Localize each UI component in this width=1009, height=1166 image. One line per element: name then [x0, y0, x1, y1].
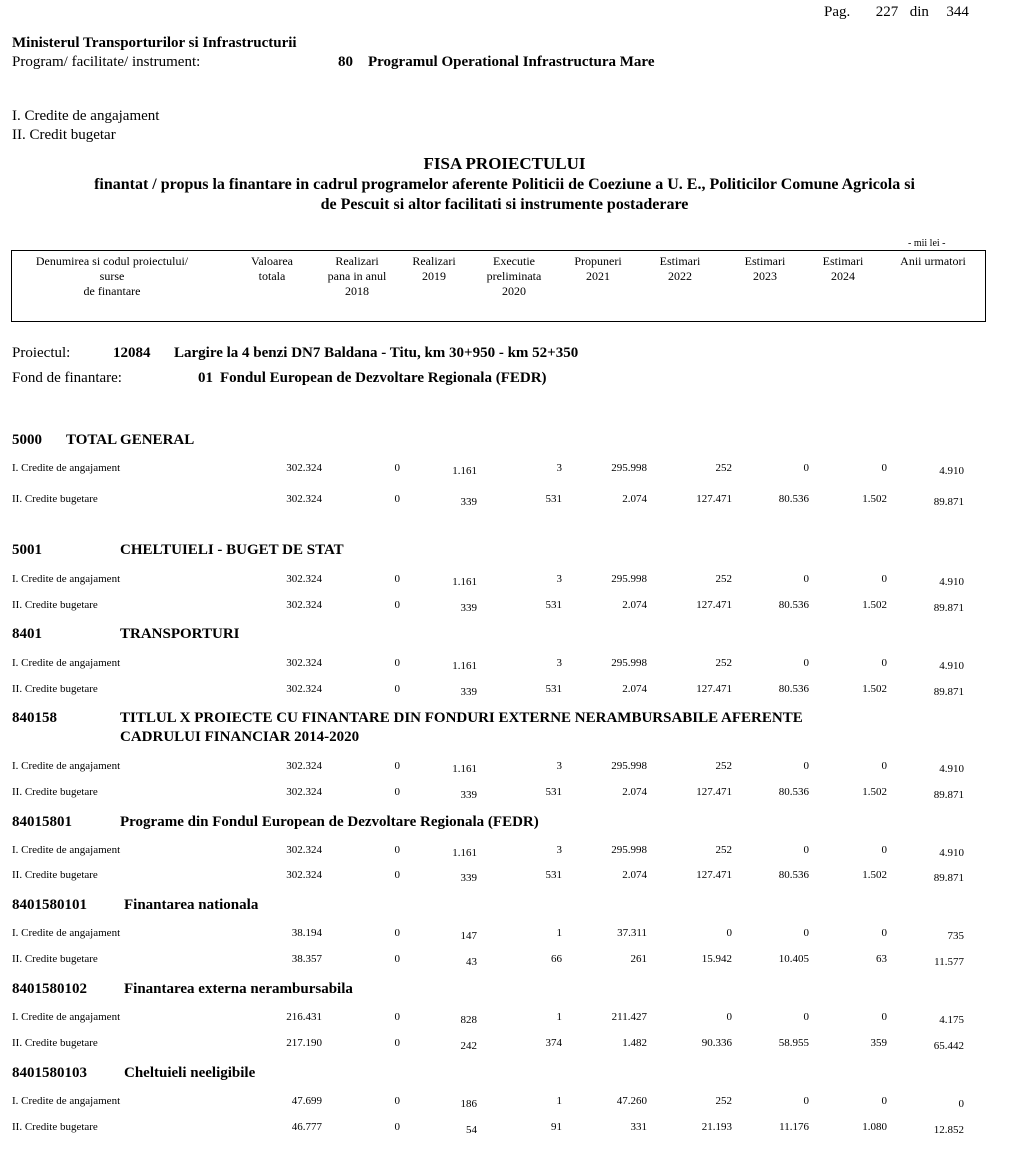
section-code: 8401580103	[12, 1065, 87, 1081]
cell-bugetare: 11.176	[779, 1121, 809, 1133]
cell-bugetare: 1.080	[862, 1121, 887, 1133]
document-title: FISA PROIECTULUI	[423, 154, 586, 173]
cell-angajament: 4.910	[939, 763, 964, 775]
column-header-box	[11, 250, 986, 322]
cell-bugetare: 0	[394, 599, 400, 611]
row-label-angajament: I. Credite de angajament	[12, 927, 121, 939]
cell-angajament: 0	[881, 573, 887, 585]
program-name: Programul Operational Infrastructura Mare	[368, 54, 655, 70]
cell-bugetare: 91	[551, 1121, 562, 1133]
column-header-line: Realizari	[412, 254, 456, 268]
cell-angajament: 0	[394, 462, 400, 474]
cell-angajament: 0	[881, 1095, 887, 1107]
row-label-bugetare: II. Credite bugetare	[12, 869, 98, 881]
column-header-2018	[317, 254, 397, 299]
cell-bugetare: 89.871	[933, 686, 964, 698]
cell-bugetare: 0	[394, 493, 400, 505]
cell-bugetare: 65.442	[933, 1040, 964, 1052]
program-code: 80	[338, 54, 353, 70]
cell-bugetare: 38.357	[291, 953, 322, 965]
cell-bugetare: 302.324	[286, 683, 322, 695]
cell-bugetare: 1.502	[862, 683, 887, 695]
cell-bugetare: 339	[460, 602, 477, 614]
cell-angajament: 0	[803, 1011, 809, 1023]
column-header-line: Estimari	[744, 254, 786, 268]
row-label-angajament: I. Credite de angajament	[12, 760, 121, 772]
cell-bugetare: 374	[545, 1037, 562, 1049]
section-title: TRANSPORTURI	[120, 626, 240, 642]
cell-bugetare: 1.502	[862, 786, 887, 798]
column-header-line: Estimari	[822, 254, 864, 268]
column-header-line: 2019	[422, 269, 446, 283]
cell-angajament: 252	[715, 844, 732, 856]
section-code: 8401580102	[12, 981, 87, 997]
cell-bugetare: 80.536	[778, 599, 809, 611]
cell-angajament: 0	[394, 573, 400, 585]
cell-angajament: 0	[726, 1011, 732, 1023]
cell-angajament: 1	[556, 927, 562, 939]
column-header-line: 2020	[502, 284, 526, 298]
cell-bugetare: 339	[460, 496, 477, 508]
row-label-angajament: I. Credite de angajament	[12, 462, 121, 474]
cell-angajament: 0	[394, 844, 400, 856]
cell-angajament: 0	[394, 657, 400, 669]
cell-angajament: 828	[460, 1014, 477, 1026]
cell-angajament: 735	[947, 930, 964, 942]
page-number	[824, 4, 969, 21]
column-header-2021	[565, 254, 631, 284]
column-header-2019	[404, 254, 464, 284]
cell-angajament: 302.324	[286, 657, 322, 669]
column-header-line: Anii urmatori	[900, 254, 966, 268]
section-title: TOTAL GENERAL	[66, 432, 195, 448]
cell-angajament: 1	[556, 1095, 562, 1107]
cell-bugetare: 21.193	[701, 1121, 732, 1133]
column-header-line: Propuneri	[574, 254, 622, 268]
column-header-line: Valoarea	[251, 254, 293, 268]
cell-bugetare: 11.577	[934, 956, 964, 968]
cell-angajament: 1.161	[452, 660, 477, 672]
section-title: Finantarea nationala	[124, 897, 259, 913]
cell-angajament: 216.431	[286, 1011, 322, 1023]
cell-bugetare: 80.536	[778, 493, 809, 505]
cell-bugetare: 0	[394, 953, 400, 965]
cell-bugetare: 1.502	[862, 869, 887, 881]
cell-angajament: 0	[881, 657, 887, 669]
cell-angajament: 0	[803, 844, 809, 856]
cell-bugetare: 43	[466, 956, 477, 968]
cell-bugetare: 302.324	[286, 493, 322, 505]
cell-angajament: 0	[394, 927, 400, 939]
ministry-name: Ministerul Transporturilor si Infrastructurii	[12, 35, 297, 51]
cell-bugetare: 2.074	[622, 683, 647, 695]
cell-angajament: 295.998	[611, 844, 647, 856]
row-label-angajament: I. Credite de angajament	[12, 1011, 121, 1023]
cell-angajament: 4.910	[939, 465, 964, 477]
cell-bugetare: 127.471	[696, 683, 732, 695]
row-label-angajament: I. Credite de angajament	[12, 657, 121, 669]
cell-bugetare: 127.471	[696, 599, 732, 611]
column-header-line: totala	[258, 269, 286, 283]
cell-bugetare: 63	[876, 953, 887, 965]
cell-bugetare: 0	[394, 786, 400, 798]
cell-bugetare: 80.536	[778, 786, 809, 798]
cell-angajament: 302.324	[286, 573, 322, 585]
cell-angajament: 4.910	[939, 576, 964, 588]
cell-angajament: 302.324	[286, 844, 322, 856]
cell-bugetare: 531	[545, 786, 562, 798]
cell-bugetare: 339	[460, 686, 477, 698]
cell-bugetare: 127.471	[696, 493, 732, 505]
cell-angajament: 1	[556, 1011, 562, 1023]
cell-angajament: 3	[556, 657, 562, 669]
column-header-line: Denumirea si codul proiectului/	[35, 254, 189, 268]
cell-bugetare: 58.955	[778, 1037, 809, 1049]
units-label: - mii lei -	[908, 238, 946, 249]
column-header-2020	[476, 254, 552, 299]
section-title-line2: CADRULUI FINANCIAR 2014-2020	[120, 729, 360, 745]
cell-bugetare: 80.536	[778, 683, 809, 695]
document-subtitle-line1: finantat / propus la finantare in cadrul programelor aferente Politicii de Coeziune a U. E., Politicilor Comune Agricola si	[94, 176, 915, 193]
row-label-angajament: I. Credite de angajament	[12, 573, 121, 585]
cell-bugetare: 15.942	[701, 953, 732, 965]
column-header-name	[12, 254, 212, 299]
cell-bugetare: 531	[545, 493, 562, 505]
fund-code: 01	[198, 370, 213, 386]
page-total: 344	[946, 4, 969, 20]
cell-bugetare: 2.074	[622, 599, 647, 611]
cell-angajament: 0	[958, 1098, 964, 1110]
cell-angajament: 302.324	[286, 760, 322, 772]
cell-angajament: 1.161	[452, 847, 477, 859]
cell-angajament: 37.311	[617, 927, 647, 939]
cell-bugetare: 242	[460, 1040, 477, 1052]
section-title: Programe din Fondul European de Dezvoltare Regionala (FEDR)	[120, 814, 539, 830]
column-header-line: 2022	[668, 269, 692, 283]
cell-bugetare: 127.471	[696, 869, 732, 881]
cell-bugetare: 531	[545, 599, 562, 611]
column-header-line: Realizari	[335, 254, 379, 268]
section-code: 8401	[12, 626, 42, 642]
cell-bugetare: 10.405	[778, 953, 809, 965]
cell-angajament: 3	[556, 760, 562, 772]
cell-angajament: 295.998	[611, 462, 647, 474]
section-title: Finantarea externa nerambursabila	[124, 981, 353, 997]
cell-bugetare: 0	[394, 869, 400, 881]
document-subtitle-line2: de Pescuit si altor facilitati si instrumente postaderare	[320, 196, 689, 213]
cell-angajament: 47.699	[291, 1095, 322, 1107]
column-header-line: surse	[99, 269, 125, 283]
cell-bugetare: 89.871	[933, 602, 964, 614]
cell-bugetare: 2.074	[622, 493, 647, 505]
cell-bugetare: 331	[630, 1121, 647, 1133]
cell-angajament: 186	[460, 1098, 477, 1110]
cell-angajament: 0	[803, 462, 809, 474]
section-code: 5001	[12, 542, 42, 558]
cell-bugetare: 66	[551, 953, 562, 965]
cell-angajament: 0	[394, 760, 400, 772]
section-title: CHELTUIELI - BUGET DE STAT	[120, 542, 344, 558]
column-header-line: Estimari	[659, 254, 701, 268]
project-code: 12084	[113, 345, 151, 361]
program-label: Program/ facilitate/ instrument:	[12, 54, 201, 70]
row-label-angajament: I. Credite de angajament	[12, 1095, 121, 1107]
column-header-2022	[649, 254, 711, 284]
cell-bugetare: 1.502	[862, 493, 887, 505]
section-code: 84015801	[12, 814, 72, 830]
section-code: 5000	[12, 432, 42, 448]
cell-angajament: 4.175	[939, 1014, 964, 1026]
cell-bugetare: 89.871	[933, 872, 964, 884]
page-current: 227	[875, 4, 899, 20]
column-header-line: pana in anul	[327, 269, 387, 283]
cell-angajament: 252	[715, 760, 732, 772]
cell-angajament: 47.260	[616, 1095, 647, 1107]
cell-angajament: 0	[881, 462, 887, 474]
cell-angajament: 252	[715, 462, 732, 474]
cell-angajament: 0	[803, 657, 809, 669]
cell-bugetare: 0	[394, 1037, 400, 1049]
section-title: TITLUL X PROIECTE CU FINANTARE DIN FONDURI EXTERNE NERAMBURSABILE AFERENTE	[120, 710, 803, 726]
section-code: 840158	[12, 710, 57, 726]
cell-angajament: 1.161	[452, 763, 477, 775]
cell-bugetare: 339	[460, 789, 477, 801]
cell-angajament: 252	[715, 573, 732, 585]
cell-angajament: 0	[803, 927, 809, 939]
credit-type-2: II. Credit bugetar	[12, 127, 116, 143]
section-title: Cheltuieli neeligibile	[124, 1065, 256, 1081]
column-header-next-years	[888, 254, 978, 269]
cell-bugetare: 302.324	[286, 869, 322, 881]
page-separator: din	[909, 4, 929, 20]
cell-angajament: 0	[394, 1095, 400, 1107]
cell-bugetare: 2.074	[622, 786, 647, 798]
project-name: Largire la 4 benzi DN7 Baldana - Titu, km 30+950 - km 52+350	[174, 345, 579, 361]
cell-bugetare: 531	[545, 683, 562, 695]
row-label-bugetare: II. Credite bugetare	[12, 953, 98, 965]
fund-name: Fondul European de Dezvoltare Regionala (FEDR)	[220, 370, 547, 386]
row-label-bugetare: II. Credite bugetare	[12, 683, 98, 695]
cell-angajament: 0	[881, 760, 887, 772]
cell-bugetare: 127.471	[696, 786, 732, 798]
column-header-total	[237, 254, 307, 284]
section-code: 8401580101	[12, 897, 87, 913]
cell-bugetare: 1.482	[622, 1037, 647, 1049]
cell-bugetare: 217.190	[286, 1037, 322, 1049]
cell-angajament: 0	[394, 1011, 400, 1023]
cell-bugetare: 0	[394, 683, 400, 695]
fund-label: Fond de finantare:	[12, 370, 122, 386]
column-header-2023	[734, 254, 796, 284]
cell-angajament: 4.910	[939, 660, 964, 672]
cell-angajament: 302.324	[286, 462, 322, 474]
cell-bugetare: 261	[630, 953, 647, 965]
column-header-line: 2018	[345, 284, 369, 298]
cell-angajament: 0	[726, 927, 732, 939]
cell-bugetare: 80.536	[778, 869, 809, 881]
cell-angajament: 252	[715, 657, 732, 669]
cell-angajament: 0	[881, 844, 887, 856]
cell-bugetare: 89.871	[933, 496, 964, 508]
row-label-bugetare: II. Credite bugetare	[12, 1037, 98, 1049]
cell-angajament: 295.998	[611, 573, 647, 585]
project-label: Proiectul:	[12, 345, 71, 361]
cell-angajament: 0	[803, 1095, 809, 1107]
column-header-line: 2024	[831, 269, 855, 283]
cell-bugetare: 1.502	[862, 599, 887, 611]
cell-angajament: 38.194	[291, 927, 322, 939]
page-label: Pag.	[824, 4, 851, 20]
cell-angajament: 0	[803, 573, 809, 585]
column-header-line: de finantare	[83, 284, 141, 298]
cell-angajament: 0	[881, 1011, 887, 1023]
cell-bugetare: 2.074	[622, 869, 647, 881]
cell-bugetare: 89.871	[933, 789, 964, 801]
cell-angajament: 3	[556, 844, 562, 856]
cell-angajament: 0	[881, 927, 887, 939]
cell-bugetare: 302.324	[286, 786, 322, 798]
row-label-bugetare: II. Credite bugetare	[12, 493, 98, 505]
cell-bugetare: 531	[545, 869, 562, 881]
column-header-2024	[812, 254, 874, 284]
cell-angajament: 0	[803, 760, 809, 772]
column-header-line: 2023	[753, 269, 777, 283]
cell-angajament: 4.910	[939, 847, 964, 859]
credit-type-1: I. Credite de angajament	[12, 108, 160, 124]
column-header-line: 2021	[586, 269, 610, 283]
cell-angajament: 1.161	[452, 465, 477, 477]
cell-bugetare: 0	[394, 1121, 400, 1133]
cell-bugetare: 46.777	[291, 1121, 322, 1133]
cell-bugetare: 12.852	[933, 1124, 964, 1136]
cell-bugetare: 54	[466, 1124, 477, 1136]
cell-angajament: 3	[556, 573, 562, 585]
cell-angajament: 1.161	[452, 576, 477, 588]
cell-angajament: 295.998	[611, 657, 647, 669]
column-header-line: Executie	[493, 254, 535, 268]
column-header-line: preliminata	[486, 269, 542, 283]
cell-angajament: 295.998	[611, 760, 647, 772]
cell-angajament: 3	[556, 462, 562, 474]
row-label-bugetare: II. Credite bugetare	[12, 786, 98, 798]
cell-bugetare: 90.336	[701, 1037, 732, 1049]
row-label-angajament: I. Credite de angajament	[12, 844, 121, 856]
cell-bugetare: 359	[870, 1037, 887, 1049]
cell-angajament: 147	[460, 930, 477, 942]
row-label-bugetare: II. Credite bugetare	[12, 599, 98, 611]
row-label-bugetare: II. Credite bugetare	[12, 1121, 98, 1133]
cell-angajament: 252	[715, 1095, 732, 1107]
cell-angajament: 211.427	[611, 1011, 647, 1023]
cell-bugetare: 302.324	[286, 599, 322, 611]
cell-bugetare: 339	[460, 872, 477, 884]
